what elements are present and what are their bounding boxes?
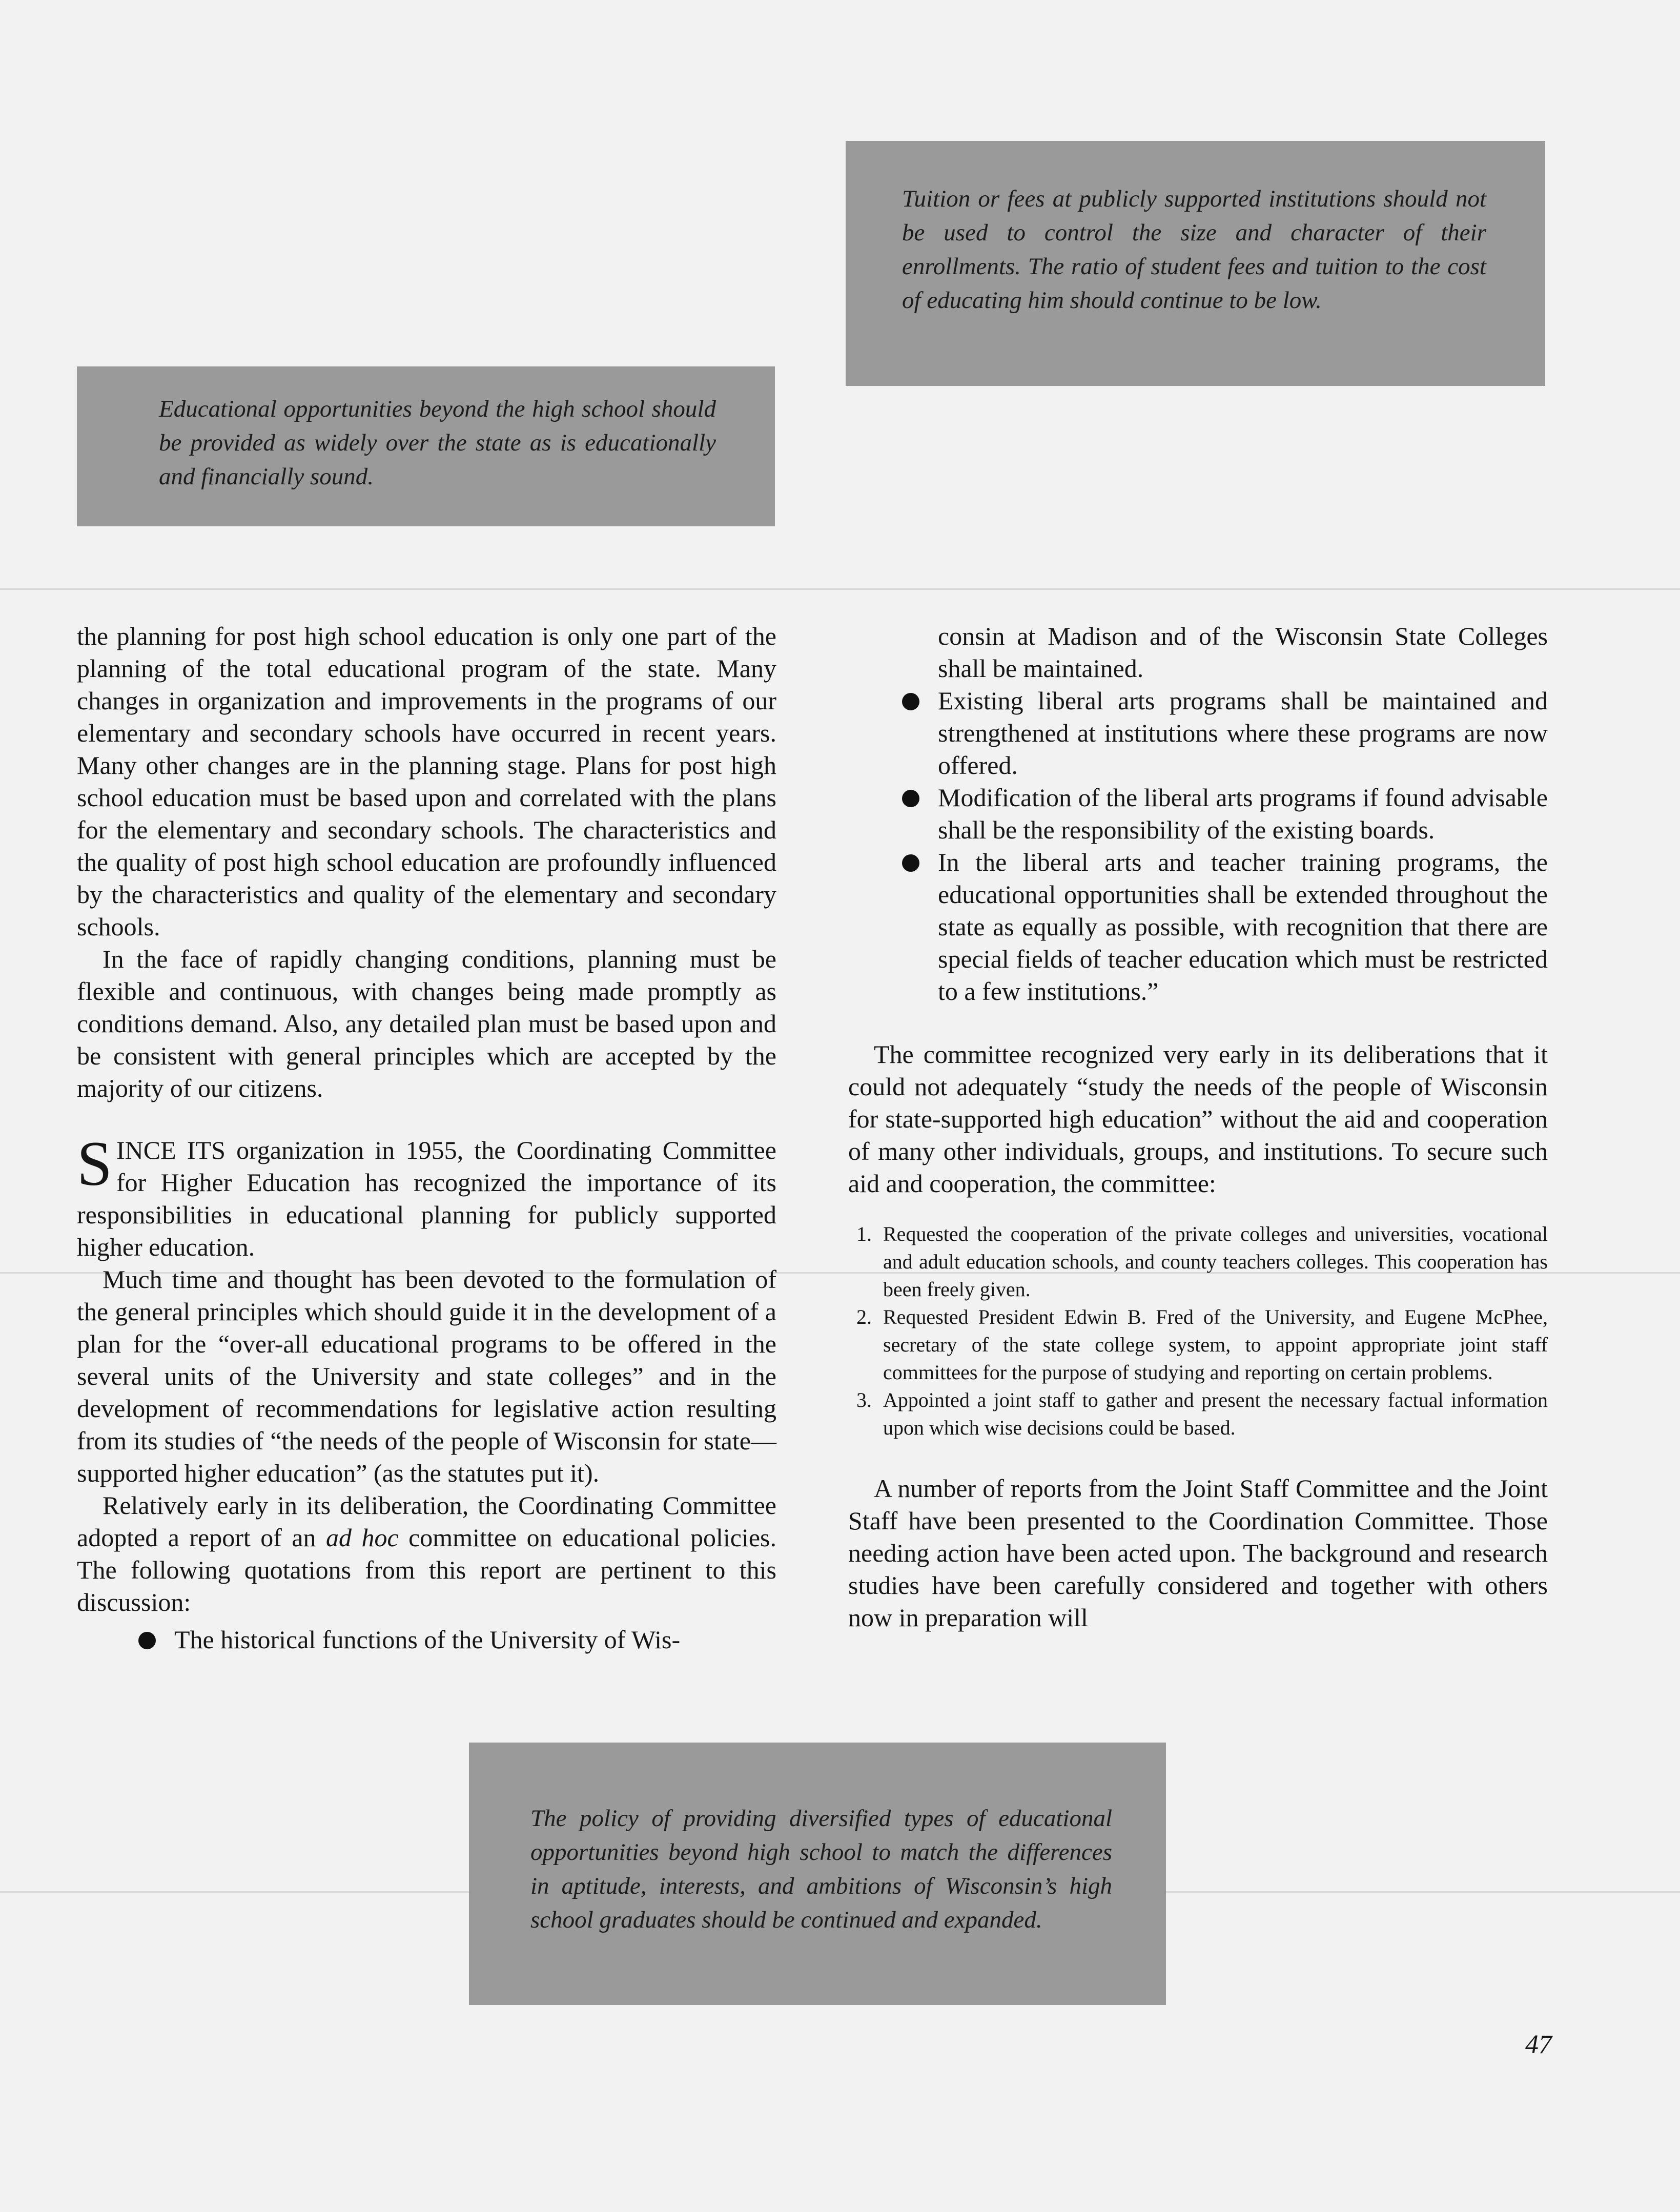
- quotation-bullet-list: [138, 1624, 776, 1656]
- drop-cap: S: [77, 1129, 112, 1199]
- bullet-item: The historical functions of the University of Wis-: [138, 1624, 776, 1656]
- item-text: Requested President Edwin B. Fred of the University, and Eugene McPhee, secretary of the state college system, to appoint appropriate joint staff committees for the purpose of studying and reporting on certain problems.: [883, 1305, 1548, 1384]
- right-column: [848, 620, 1548, 1634]
- item-text: Appointed a joint staff to gather and present the necessary factual information upon which wise decisions could be based.: [883, 1388, 1548, 1439]
- paragraph-text: Relatively early in its deliberation, the Coordinating Committee adopted a report of an: [77, 1491, 776, 1552]
- callout-opportunities-text: Educational opportunities beyond the high school should be provided as widely over the state as is educationally and financially sound.: [159, 396, 716, 490]
- paragraph: Much time and thought has been devoted to the formulation of the general principles which should guide it in the development of a plan for the “over-all educational programs to be offered in the several units of the University and state colleges” and in the development of recommendations for legislative action resulting from its studies of “the needs of the people of Wisconsin for state—supported higher education” (as the statutes put it).: [77, 1265, 776, 1487]
- item-number: 3.: [856, 1388, 872, 1411]
- page-fold-line: [0, 588, 1680, 590]
- small-caps-lead: INCE ITS: [116, 1136, 226, 1164]
- bullet-item: Modification of the liberal arts programs if found advisable shall be the responsibility of the existing boards.: [902, 782, 1548, 846]
- numbered-item: [848, 1303, 1548, 1386]
- bullet-item: Existing liberal arts programs shall be maintained and strengthened at institutions where these programs are now offered.: [902, 685, 1548, 782]
- quotation-bullet-list: [902, 685, 1548, 1008]
- bullet-continuation: consin at Madison and of the Wisconsin State Colleges shall be maintained.: [938, 622, 1548, 683]
- numbered-list: [848, 1220, 1548, 1442]
- page-number: 47: [1525, 2030, 1552, 2059]
- section-opening-paragraph: [77, 1129, 776, 1263]
- item-text: Requested the cooperation of the private colleges and universities, vocational and adult education schools, and county teachers colleges. This cooperation has been freely given.: [883, 1222, 1548, 1301]
- paragraph: A number of reports from the Joint Staff Committee and the Joint Staff have been presented to the Coordination Committee. Those needing action have been acted upon. The background and research studies have been carefully considered and together with others now in preparation will: [848, 1474, 1548, 1632]
- paragraph: The committee recognized very early in its deliberations that it could not adequately “study the needs of the people of Wisconsin for state-supported high education” without the aid and cooperation of many other individuals, groups, and institutions. To secure such aid and cooperation, the committee:: [848, 1040, 1548, 1198]
- paragraph: [77, 1489, 776, 1619]
- paragraph: In the face of rapidly changing conditions, planning must be flexible and continuous, with changes being made promptly as conditions demand. Also, any detailed plan must be based upon and be consistent with general principles which are accepted by the majority of our citizens.: [77, 945, 776, 1102]
- callout-opportunities: [77, 366, 775, 526]
- callout-diversified: [469, 1743, 1166, 2005]
- paragraph-text: committee on educational policies. The following quotations from this report are pertinent to this discussion:: [77, 1523, 776, 1616]
- item-number: 1.: [856, 1222, 872, 1245]
- left-column: [77, 620, 776, 1656]
- callout-diversified-text: The policy of providing diversified types of educational opportunities beyond high school to match the differences in aptitude, interests, and ambitions of Wisconsin’s high school graduates should be continued and expanded.: [530, 1805, 1112, 1933]
- bullet-item: In the liberal arts and teacher training programs, the educational opportunities shall be extended throughout the state as equally as possible, with recognition that there are special fields of teacher education which must be restricted to a few institutions.”: [902, 846, 1548, 1008]
- callout-tuition-text: Tuition or fees at publicly supported institutions should not be used to control the size and character of their enrollments. The ratio of student fees and tuition to the cost of educating him should continue to be low.: [902, 186, 1486, 314]
- numbered-item: [848, 1386, 1548, 1442]
- callout-tuition: [846, 141, 1545, 386]
- paragraph-text: organization in 1955, the Coordinating Committee for Higher Education has recognized the importance of its responsibilities in educational planning for publicly supported higher education.: [77, 1136, 776, 1261]
- paragraph: the planning for post high school education is only one part of the planning of the total educational program of the state. Many changes in organization and improvements in the programs of our elementary and secondary schools have occurred in recent years. Many other changes are in the planning stage. Plans for post high school education must be based upon and correlated with the plans for the elementary and secondary schools. The characteristics and the quality of post high school education are profoundly influenced by the characteristics and quality of the elementary and secondary schools.: [77, 622, 776, 941]
- item-number: 2.: [856, 1305, 872, 1328]
- numbered-item: [848, 1220, 1548, 1303]
- italic-term: ad hoc: [326, 1523, 399, 1552]
